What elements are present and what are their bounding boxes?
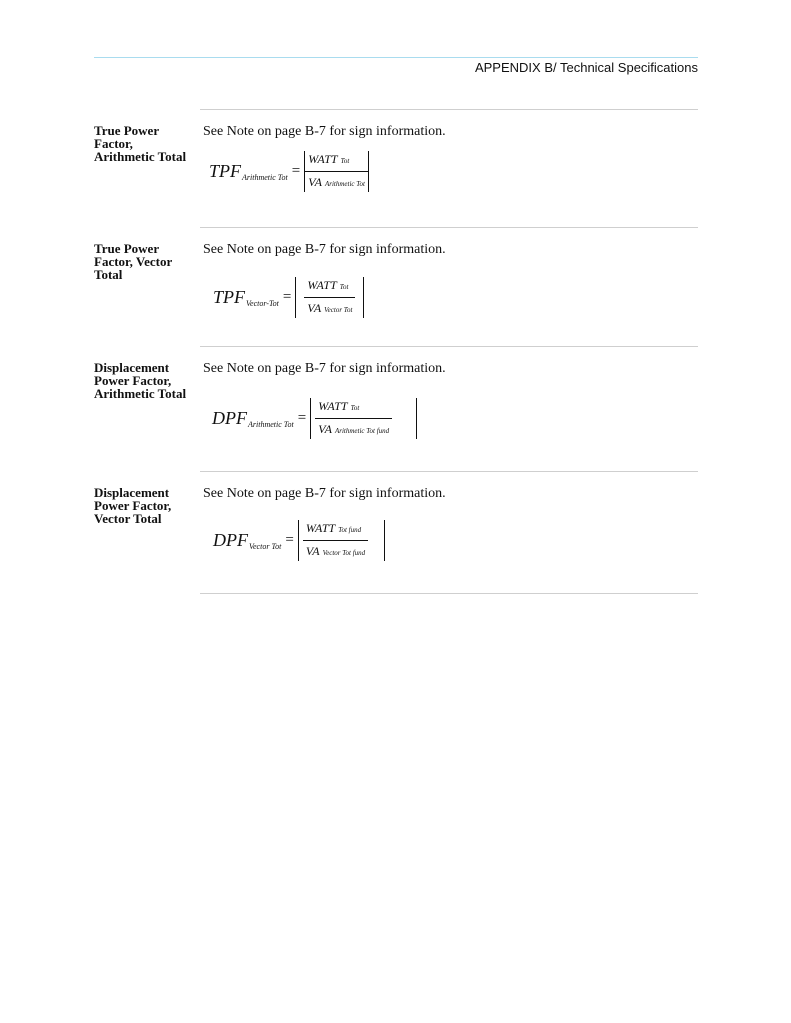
fraction: $\frac{\text{WATT Tot fund}}{\text{VA Vector Tot fund}}$: [299, 520, 372, 561]
formula: TPF Vector-Tot = $\frac{\text{WATT Tot}}{\text{VA Vector Tot}}$: [213, 277, 364, 318]
entry-note: See Note on page B-7 for sign information.: [203, 361, 446, 376]
section-divider: [200, 471, 698, 472]
entry-label: True Power Factor, Vector Total: [94, 241, 173, 282]
fraction: $\frac{\text{WATT Tot}}{\text{VA Vector Tot}}$: [296, 277, 363, 318]
entry-note: See Note on page B-7 for sign information.: [203, 486, 446, 501]
entry-label: Displacement Power Factor, Arithmetic Total: [94, 360, 187, 401]
section-divider: [200, 346, 698, 347]
section-divider: [200, 227, 698, 228]
formula: DPF Vector Tot = $\frac{\text{WATT Tot fund}}{\text{VA Vector Tot fund}}$: [213, 520, 385, 561]
running-head: APPENDIX B/ Technical Specifications: [474, 60, 698, 75]
absolute-value: [310, 398, 417, 439]
formula: DPF Arithmetic Tot = $\frac{\text{WATT Tot}}{\text{VA Arithmetic Tot fund}}$: [212, 398, 417, 439]
absolute-value: [304, 151, 369, 192]
formula: TPF Arithmetic Tot = $\frac{\text{WATT Tot}}{\text{VA Arithmetic Tot}}$: [209, 151, 369, 192]
entry-label: True Power Factor, Arithmetic Total: [94, 123, 187, 164]
section-divider: [200, 109, 698, 110]
fraction: $\frac{\text{WATT Tot}}{\text{VA Arithmetic Tot}}$: [305, 151, 368, 192]
absolute-value: [298, 520, 385, 561]
entry-label: Displacement Power Factor, Vector Total: [94, 485, 172, 526]
entry-note: See Note on page B-7 for sign information.: [203, 242, 446, 257]
absolute-value: [295, 277, 364, 318]
header-rule: [94, 57, 698, 58]
section-divider: [200, 593, 698, 594]
entry-note: See Note on page B-7 for sign information.: [203, 124, 446, 139]
fraction: $\frac{\text{WATT Tot}}{\text{VA Arithmetic Tot fund}}$: [311, 398, 396, 439]
